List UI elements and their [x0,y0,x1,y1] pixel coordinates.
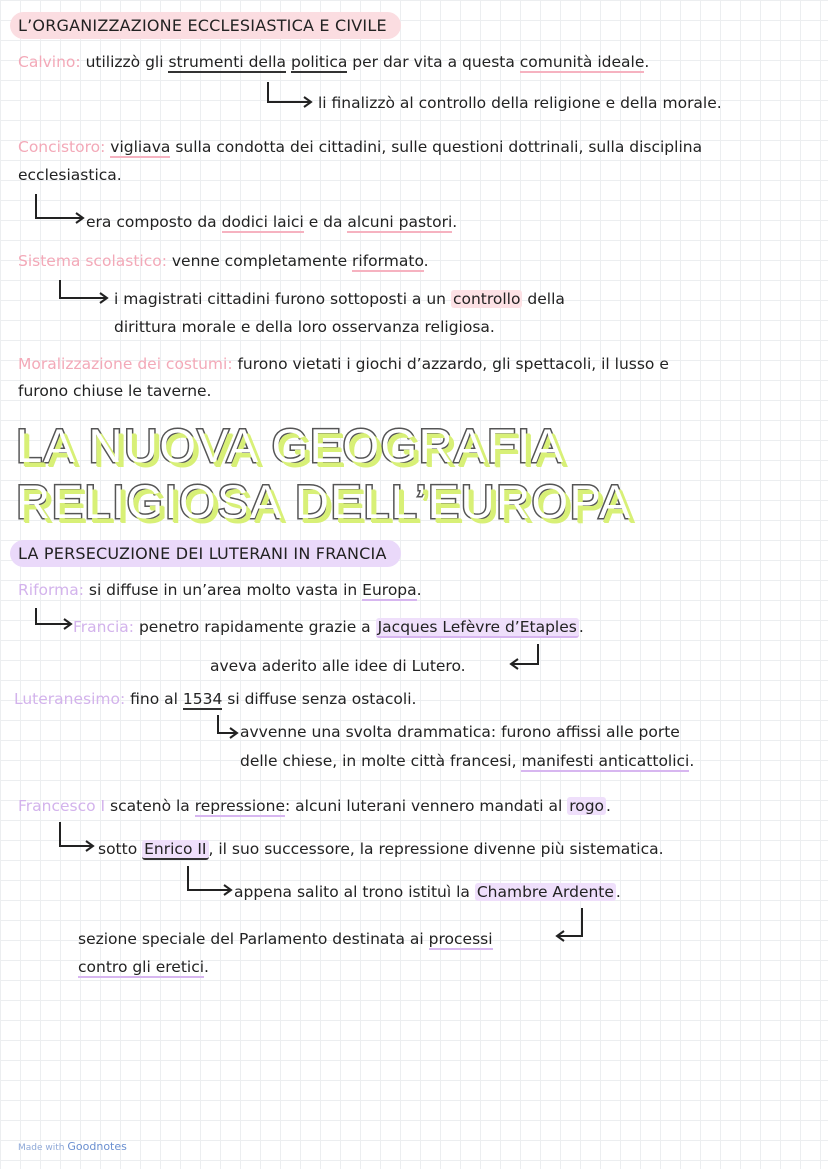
riforma-label: Riforma: [18,581,84,599]
sistema-sub-line-2: dirittura morale e della loro osservanza religiosa. [114,318,495,336]
sezione-line-2: contro gli eretici. [78,958,209,976]
concistoro-sub-line: era composto da dodici laici e da alcuni pastori. [86,213,458,231]
luteranesimo-label: Luteranesimo: [14,690,126,708]
svolta-line: avvenne una svolta drammatica: furono affissi alle porte [240,723,680,741]
francesco-line: Francesco I scatenò la repressione: alcuni luterani vennero mandati al rogo . [18,797,611,815]
riforma-line: Riforma: si diffuse in un’area molto vasta in Europa. [18,581,422,599]
luteranesimo-line: Luteranesimo: fino al 1534 si diffuse senza ostacoli. [14,690,417,708]
moral-label: Moralizzazione dei costumi: [18,355,233,373]
francia-label: Francia: [73,618,135,636]
concistoro-line-2: ecclesiastica. [18,166,122,184]
lutero-line: aveva aderito alle idee di Lutero. [210,657,466,675]
arrow-right-icon [182,864,236,896]
concistoro-label: Concistoro: [18,138,106,156]
sistema-sub-line: i magistrati cittadini furono sottoposti a un controllo della [114,290,565,308]
svolta-line-2: delle chiese, in molte città francesi, manifesti anticattolici. [240,752,695,770]
francesco-label: Francesco I [18,797,106,815]
arrow-right-icon [54,820,98,852]
arrow-right-icon [54,278,112,306]
moral-line-2: furono chiuse le taverne. [18,382,212,400]
arrow-right-icon [30,606,76,632]
sezione-line: sezione speciale del Parlamento destinata ai processi [78,930,493,948]
sistema-label: Sistema scolastico: [18,252,167,270]
moral-line: Moralizzazione dei costumi: furono vietati i giochi d’azzardo, gli spettacoli, il lusso e [18,355,669,373]
goodnotes-watermark: Made with Goodnotes [18,1140,127,1153]
arrow-right-icon [262,80,316,108]
arrow-right-icon [30,192,88,224]
calvino-line: Calvino: utilizzò gli strumenti della politica per dar vita a questa comunità ideale. [18,53,650,71]
section-heading-persecuzione: LA PERSECUZIONE DEI LUTERANI IN FRANCIA [10,540,401,567]
sistema-line: Sistema scolastico: venne completamente riformato. [18,252,429,270]
section-heading-organizzazione: L’ORGANIZZAZIONE ECCLESIASTICA E CIVILE [10,12,401,39]
main-title-line-1: LA NUOVA GEOGRAFIA [16,419,565,472]
calvino-label: Calvino: [18,53,81,71]
concistoro-line: Concistoro: vigliava sulla condotta dei cittadini, sulle questioni dottrinali, sulla disciplina [18,138,703,156]
francia-line: Francia: penetro rapidamente grazie a Jacques Lefèvre d’Etaples . [73,618,584,636]
arrow-right-icon [212,713,242,741]
arrow-left-return-icon [554,906,588,946]
enrico-line: sotto Enrico II , il suo successore, la repressione divenne più sistematica. [98,840,664,858]
goodnotes-brand: Goodnotes [67,1140,127,1153]
arrow-left-return-icon [508,642,544,672]
calvino-sub-line: li finalizzò al controllo della religione e della morale. [318,94,722,112]
chambre-line: appena salito al trono istituì la Chambre Ardente . [234,883,621,901]
main-title-line-2: RELIGIOSA DELL’EUROPA [16,475,632,528]
